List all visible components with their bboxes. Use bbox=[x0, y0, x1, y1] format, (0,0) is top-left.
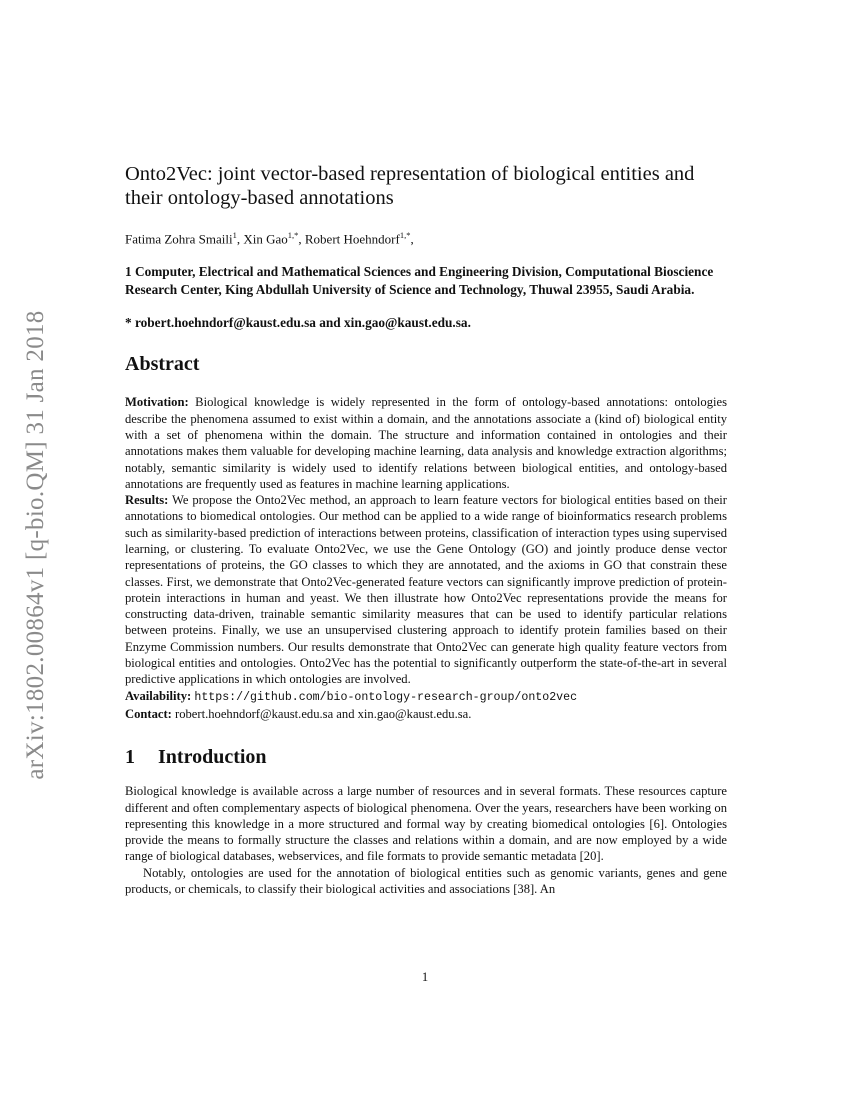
section-title: Introduction bbox=[158, 746, 267, 769]
abstract-contact bbox=[125, 706, 727, 722]
intro-paragraph-1: Biological knowledge is available across a large number of resources and in several formats. These resources capture different and often complementary aspects of biological phenomena. Over the years, researchers have been working on representing this knowledge in a more structured and formal way by creating biomedical ontologies [6]. Ontologies provide the means to formally structure the classes and relations within a domain, and are now employed by a wide range of biological databases, webservices, and file formats to provide semantic metadata [20]. bbox=[125, 784, 727, 864]
abstract-heading: Abstract bbox=[125, 353, 200, 376]
author-name: Xin Gao bbox=[243, 231, 288, 247]
contact-label: Contact: bbox=[125, 706, 172, 721]
author-affiliation-mark: 1,* bbox=[399, 230, 411, 240]
section-heading-introduction bbox=[125, 746, 727, 769]
author-affiliation: 1 Computer, Electrical and Mathematical Sciences and Engineering Division, Computational Bioscience Research Center, King Abdullah University of Science and Technology, Thuwal 23955, Saudi Arabia. bbox=[125, 264, 714, 298]
abstract-availability bbox=[125, 688, 727, 706]
corresponding-author-emails: * robert.hoehndorf@kaust.edu.sa and xin.gao@kaust.edu.sa. bbox=[125, 315, 471, 331]
page-number: 1 bbox=[421, 970, 429, 984]
availability-url-link[interactable]: https://github.com/bio-ontology-research-group/onto2vec bbox=[194, 690, 578, 704]
results-label: Results: bbox=[125, 493, 169, 508]
contact-text: robert.hoehndorf@kaust.edu.sa and xin.gao@kaust.edu.sa. bbox=[171, 706, 472, 721]
results-text: We propose the Onto2Vec method, an approach to learn feature vectors for biological entities based on their annotations to biomedical ontologies. Our method can be applied to a wide range of bioinformatics research problems such as similarity-based prediction of interactions between proteins, classification of interaction types using supervised learning, or clustering. To evaluate Onto2Vec, we use the Gene Ontology (GO) and jointly produce dense vector representations of proteins, the GO classes to which they are annotated, and the axioms in GO that constrain these classes. First, we demonstrate that Onto2Vec-generated feature vectors can significantly improve prediction of protein-protein interactions in human and yeast. We then illustrate how Onto2Vec representations provide the means for constructing data-driven, trainable semantic similarity measures that can be used to identify particular relations between proteins. Finally, we use an unsupervised clustering approach to identify protein families based on their Enzyme Commission numbers. Our results demonstrate that Onto2Vec can generate high quality feature vectors from biological entities and ontologies. Onto2Vec has the potential to significantly outperform the state-of-the-art in several predictive applications in which ontologies are involved. bbox=[125, 493, 727, 687]
author-affiliation-mark: 1 bbox=[232, 230, 237, 240]
author-name: Fatima Zohra Smaili bbox=[125, 231, 233, 247]
abstract-motivation bbox=[125, 394, 727, 492]
availability-label: Availability: bbox=[125, 688, 192, 703]
author-list: Fatima Zohra Smaili$^1$, Xin Gao$^{1,*}$, Robert Hoehndorf$^{1,*}$, bbox=[125, 230, 414, 247]
arxiv-identifier-stamp: arXiv:1802.00864v1 [q-bio.QM] 31 Jan 2018 bbox=[22, 310, 49, 780]
intro-paragraph-2: Notably, ontologies are used for the annotation of biological entities such as genomic variants, genes and gene products, or chemicals, to classify their biological activities and associations [38]. An bbox=[125, 865, 727, 897]
abstract-results bbox=[125, 492, 727, 688]
motivation-label: Motivation: bbox=[125, 395, 189, 410]
paper-body bbox=[125, 162, 727, 897]
author-affiliation-mark: 1,* bbox=[287, 230, 299, 240]
section-number: 1 bbox=[125, 746, 135, 769]
paper-title: Onto2Vec: joint vector-based representation of biological entities and their ontology-based annotations bbox=[125, 163, 695, 209]
motivation-text: Biological knowledge is widely represented in the form of ontology-based annotations: ontologies describe the phenomena assumed to exist within a domain, and the annotations associate a (kind of) biological entity with a set of phenomena within the domain. The structure and information contained in ontologies and their annotations makes them valuable for developing machine learning, data analysis and knowledge extraction algorithms; notably, semantic similarity is widely used to identify relations between biological entities, and ontology-based annotations are frequently used as features in machine learning applications. bbox=[125, 395, 727, 491]
author-name: Robert Hoehndorf bbox=[304, 231, 400, 247]
